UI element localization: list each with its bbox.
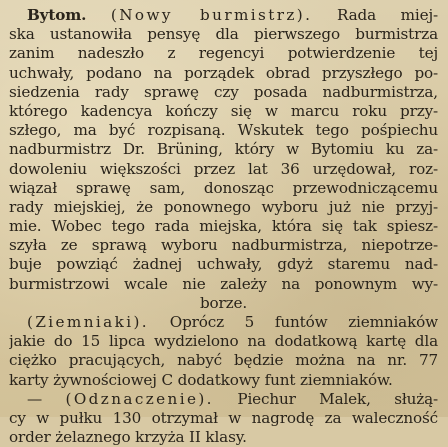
text-fragment: mie. [9,217,42,236]
text-line: borze. [199,293,248,312]
text-line: order żelaznego krzyża II klasy. [9,428,247,447]
text-line [9,6,438,25]
text-line [9,217,438,236]
article-heading: (Ziemniaki). [27,313,150,331]
text-line: wiązał sprawę sam, donosząc przewodniczącemu [9,178,438,197]
text-line: rady miejskiej, że ponownego wyboru już nie przyj- [9,197,438,216]
text-line: ska ustanowiła pensyę dla pierwszego burmistrza [9,25,438,44]
text-line: nadburmistrz Dr. Brüning, który w Bytomiu ku za- [9,140,438,159]
text-line: siedzenia rady sprawę czy posada nadburmistrza, [9,82,438,101]
text-line: dowoleniu większości przez lat 36 urzędował, roz- [9,159,438,178]
text-line: szyła ze sprawą wyboru nadburmistrza, niepotrze- [9,236,438,255]
text-fragment: Rada miej- [337,6,438,24]
text-line [9,390,438,409]
article-heading: (Nowy burmistrz). [110,6,313,24]
em-dash: — [27,389,43,408]
text-line [9,313,438,332]
text-line: buje powziąć żadnej uchwały, gdyż staremu nad- [9,255,438,274]
article-ziemniaki [9,313,438,390]
text-line [9,121,438,140]
text-line: uchwały, podano na porządek obrad przyszłego po- [9,63,438,82]
text-line: burmistrzowi wcale nie zależy na ponownym wy- [9,274,438,293]
text-line: ciężko pracujących, nabyć będzie można na nr. 77 [9,351,438,370]
place-name: Bytom. [27,6,87,24]
text-fragment: Wobec tego rada miejska, która się tak spiesz- [51,217,438,236]
text-line: karty żywnościowej C dodatkowy funt ziemniaków. [9,370,393,389]
article-bytom [9,6,438,313]
text-fragment: Oprócz 5 funtów ziemniaków [169,313,438,331]
article-heading: (Odznaczenie). [65,389,214,408]
text-line: zanim nadeszło z regencyi potwierdzenie tej [9,44,438,63]
text-line: którego kadencya kończy się w marcu roku przy- [9,101,438,120]
article-odznaczenie [9,390,438,447]
text-line: jakie do 15 lipca wydzielono na dodatkową kartę dla [9,332,438,351]
text-line: cy w pułku 130 otrzymał w nagrodę za waleczność [9,408,438,427]
text-fragment: szłego, ma być rozpisaną. [9,121,226,140]
text-fragment: Piechur Malek, służą- [237,389,438,408]
text-fragment: Wskutek tego pośpiechu [237,121,438,140]
